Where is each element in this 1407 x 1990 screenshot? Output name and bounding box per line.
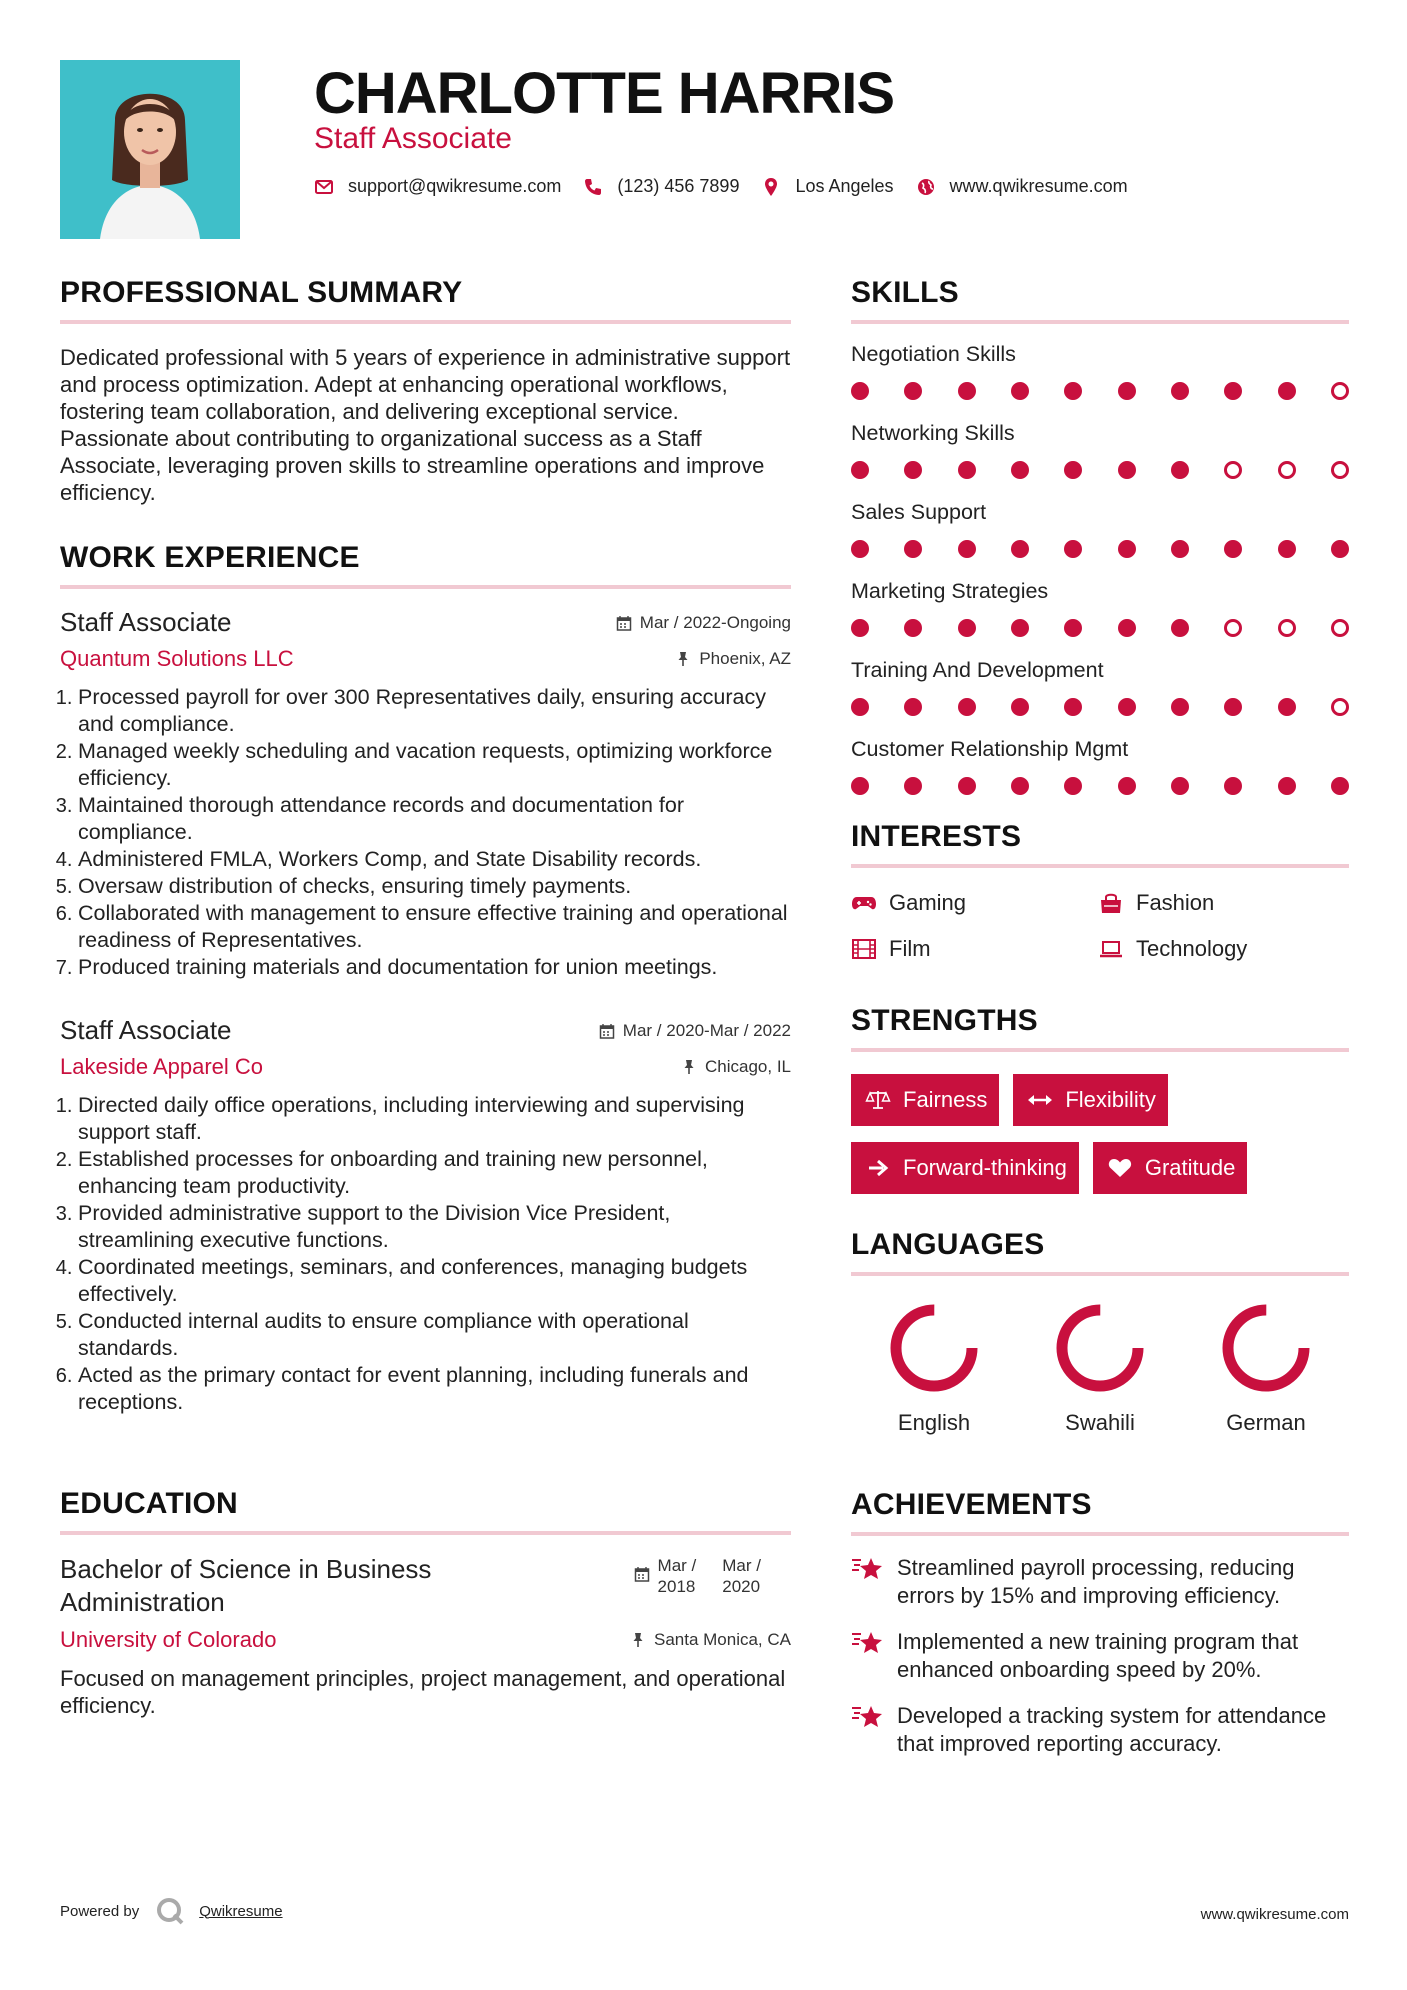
rating-dot-filled: [1011, 540, 1029, 558]
interest-technology: [1098, 936, 1345, 962]
section-divider: [851, 864, 1349, 868]
duty-item: 1. Directed daily office operations, including interviewing and supervising support staff.: [78, 1092, 791, 1146]
interests-heading: INTERESTS: [851, 820, 1022, 853]
rating-dot-filled: [904, 382, 922, 400]
rating-dot-filled: [958, 382, 976, 400]
interest-film: [851, 936, 1098, 962]
job-role: Staff Associate: [60, 607, 232, 637]
rating-dot-empty: [1224, 461, 1242, 479]
skill-name: Sales Support: [851, 500, 987, 524]
rating-dot-filled: [958, 461, 976, 479]
rating-dot-filled: [1171, 777, 1189, 795]
rating-dot-filled: [851, 382, 869, 400]
achievement-item: [851, 1554, 1349, 1610]
gamepad-icon: [851, 892, 877, 914]
contact-website[interactable]: [916, 176, 1128, 197]
rating-dot-filled: [904, 540, 922, 558]
strength-fairness: [851, 1074, 999, 1126]
strengths-heading: STRENGTHS: [851, 1004, 1038, 1037]
rating-dot-empty: [1331, 698, 1349, 716]
location-text: Los Angeles: [795, 176, 894, 196]
globe-icon: [916, 177, 936, 197]
shooting-star-icon: [851, 1702, 885, 1732]
rating-dot-filled: [1064, 777, 1082, 795]
arrow-right-icon: [865, 1157, 891, 1179]
phone-text: (123) 456 7899: [617, 176, 740, 196]
rating-dot-filled: [904, 777, 922, 795]
shooting-star-icon: [851, 1554, 885, 1584]
language-name: Swahili: [1065, 1410, 1135, 1435]
skill-item: [851, 737, 1349, 796]
rating-dot-filled: [1171, 382, 1189, 400]
rating-dot-filled: [851, 540, 869, 558]
duty-item: 7. Produced training materials and documentation for union meetings.: [78, 954, 791, 981]
rating-dot-filled: [1011, 382, 1029, 400]
qwikresume-logo-icon: [155, 1896, 185, 1926]
pushpin-icon: [681, 1059, 697, 1075]
rating-dot-filled: [1331, 777, 1349, 795]
skill-rating: [851, 381, 1349, 401]
job-location: [681, 1057, 791, 1077]
language-level-arc: [1062, 1310, 1138, 1386]
rating-dot-filled: [1011, 777, 1029, 795]
achievement-item: [851, 1702, 1349, 1758]
strength-gratitude: [1093, 1142, 1248, 1194]
rating-dot-filled: [904, 698, 922, 716]
strength-flexibility: [1013, 1074, 1167, 1126]
rating-dot-filled: [1118, 698, 1136, 716]
rating-dot-filled: [1278, 382, 1296, 400]
interest-gaming: [851, 890, 1098, 916]
language-level-arc: [896, 1310, 972, 1386]
rating-dot-filled: [1171, 540, 1189, 558]
rating-dot-filled: [1064, 698, 1082, 716]
strength-label: Flexibility: [1065, 1087, 1156, 1112]
rating-dot-filled: [1118, 777, 1136, 795]
candidate-title: Staff Associate: [314, 122, 512, 155]
phone-icon: [583, 177, 603, 197]
contact-bar: [314, 176, 1150, 197]
language-level-ring: [886, 1300, 982, 1396]
languages-section: [851, 1228, 1349, 1436]
job-location-text: Chicago, IL: [705, 1057, 791, 1076]
contact-email[interactable]: [314, 176, 561, 197]
footer-website[interactable]: www.qwikresume.com: [1200, 1906, 1349, 1923]
rating-dot-filled: [1224, 777, 1242, 795]
skills-heading: SKILLS: [851, 276, 959, 309]
section-divider: [60, 585, 791, 589]
rating-dot-filled: [1064, 382, 1082, 400]
skill-rating: [851, 539, 1349, 559]
duty-item: 3. Provided administrative support to the Division Vice President, streamlining executive functions.: [78, 1200, 791, 1254]
language-level-arc: [1228, 1310, 1304, 1386]
degree-title: [60, 1553, 431, 1619]
job-dates-text: Mar / 2020-Mar / 2022: [622, 1020, 791, 1040]
rating-dot-filled: [1118, 382, 1136, 400]
rating-dot-filled: [1171, 619, 1189, 637]
rating-dot-filled: [1278, 540, 1296, 558]
duty-item: 4. Coordinated meetings, seminars, and conferences, managing budgets effectively.: [78, 1254, 791, 1308]
contact-location: [761, 176, 893, 197]
rating-dot-filled: [958, 698, 976, 716]
skill-rating: [851, 697, 1349, 717]
achievements-section: [851, 1488, 1349, 1758]
skill-rating: [851, 618, 1349, 638]
job-location: [675, 649, 791, 669]
calendar-icon: [599, 1023, 615, 1039]
strength-label: Forward-thinking: [903, 1155, 1067, 1180]
language-item: [851, 1300, 1017, 1436]
skill-name: Training And Development: [851, 658, 1104, 682]
rating-dot-filled: [1224, 540, 1242, 558]
pushpin-icon: [630, 1632, 646, 1648]
profile-photo: [60, 60, 240, 239]
rating-dot-filled: [1064, 461, 1082, 479]
rating-dot-filled: [1011, 619, 1029, 637]
skills-section: [851, 276, 1349, 796]
rating-dot-filled: [1011, 698, 1029, 716]
job-entry: [60, 1015, 791, 1416]
skill-name: Negotiation Skills: [851, 342, 1016, 366]
skill-item: [851, 421, 1349, 480]
duty-item: 1. Processed payroll for over 300 Representatives daily, ensuring accuracy and compliance.: [78, 684, 791, 738]
job-dates: [616, 613, 791, 633]
achievement-text: Implemented a new training program that enhanced onboarding speed by 20%.: [897, 1629, 1299, 1682]
degree-line: Administration: [60, 1587, 225, 1617]
education-description: Focused on management principles, project management, and operational efficiency.: [60, 1666, 786, 1718]
school-location-text: Santa Monica, CA: [653, 1630, 791, 1649]
laptop-icon: [1098, 938, 1124, 960]
skills-list: [851, 342, 1349, 796]
rating-dot-filled: [1278, 698, 1296, 716]
rating-dot-empty: [1278, 619, 1296, 637]
powered-by-text: Powered by: [60, 1902, 140, 1920]
candidate-name: CHARLOTTE HARRIS: [314, 61, 895, 126]
duty-item: 2. Established processes for onboarding and training new personnel, enhancing team productivity.: [78, 1146, 791, 1200]
interest-label: Technology: [1136, 936, 1248, 961]
job-duties: [60, 1092, 791, 1416]
rating-dot-filled: [958, 540, 976, 558]
arrows-horizontal-icon: [1027, 1089, 1053, 1111]
rating-dot-filled: [1278, 777, 1296, 795]
rating-dot-filled: [958, 619, 976, 637]
heart-icon: [1107, 1157, 1133, 1179]
skill-name: Networking Skills: [851, 421, 1015, 445]
job-duties: [60, 684, 791, 981]
interest-label: Film: [889, 936, 931, 961]
balance-scale-icon: [865, 1089, 891, 1111]
calendar-icon: [616, 615, 632, 631]
summary-heading: PROFESSIONAL SUMMARY: [60, 276, 463, 309]
strength-label: Gratitude: [1144, 1155, 1236, 1180]
rating-dot-filled: [1331, 540, 1349, 558]
school-location: [630, 1630, 791, 1650]
duty-item: 5. Oversaw distribution of checks, ensuring timely payments.: [78, 873, 791, 900]
section-divider: [851, 1532, 1349, 1536]
achievements-heading: ACHIEVEMENTS: [851, 1488, 1092, 1521]
film-icon: [851, 938, 877, 960]
shooting-star-icon: [851, 1628, 885, 1658]
job-role: Staff Associate: [60, 1015, 232, 1045]
contact-phone[interactable]: [583, 176, 739, 197]
pushpin-icon: [675, 651, 691, 667]
rating-dot-filled: [1118, 461, 1136, 479]
language-name: German: [1226, 1410, 1306, 1435]
job-company: Quantum Solutions LLC: [60, 646, 294, 671]
achievement-item: [851, 1628, 1349, 1684]
section-divider: [60, 1531, 791, 1535]
rating-dot-filled: [1171, 461, 1189, 479]
rating-dot-filled: [1118, 540, 1136, 558]
brand-link[interactable]: Qwikresume: [199, 1902, 283, 1920]
rating-dot-filled: [1171, 698, 1189, 716]
envelope-icon: [314, 177, 334, 197]
interest-fashion: [1098, 890, 1345, 916]
interest-label: Gaming: [889, 890, 967, 915]
interests-section: [851, 820, 1349, 962]
school-name: University of Colorado: [60, 1627, 277, 1652]
email-text: support@qwikresume.com: [348, 176, 562, 196]
duty-item: 3. Maintained thorough attendance records and documentation for compliance.: [78, 792, 791, 846]
website-text: www.qwikresume.com: [949, 176, 1128, 196]
skill-item: [851, 579, 1349, 638]
summary-text: Dedicated professional with 5 years of experience in administrative support and process optimization. Adept at enhancing operational workflows, fostering team collaboration, and delivering exceptional service. Passionate about contributing to organizational success as a Staff Associate, leveraging proven skills to streamline operations and improve efficiency.: [60, 345, 791, 505]
experience-heading: WORK EXPERIENCE: [60, 541, 360, 574]
rating-dot-filled: [851, 619, 869, 637]
education-dates: [634, 1555, 791, 1597]
skill-item: [851, 658, 1349, 717]
rating-dot-filled: [1064, 540, 1082, 558]
job-dates: [599, 1021, 791, 1041]
duty-item: 2. Managed weekly scheduling and vacation requests, optimizing workforce efficiency.: [78, 738, 791, 792]
summary-section: [60, 276, 791, 506]
date-start-line: Mar /: [657, 1556, 697, 1575]
education-heading: EDUCATION: [60, 1487, 238, 1520]
language-item: [1017, 1300, 1183, 1436]
job-dates-text: Mar / 2022-Ongoing: [639, 612, 791, 632]
rating-dot-filled: [958, 777, 976, 795]
section-divider: [851, 1272, 1349, 1276]
rating-dot-filled: [1224, 698, 1242, 716]
rating-dot-filled: [904, 619, 922, 637]
strength-label: Fairness: [903, 1087, 988, 1112]
portrait-image: [60, 60, 240, 239]
rating-dot-filled: [851, 777, 869, 795]
degree-line: Bachelor of Science in Business: [60, 1554, 432, 1584]
footer-branding: [60, 1896, 283, 1926]
rating-dot-filled: [1064, 619, 1082, 637]
rating-dot-filled: [1224, 382, 1242, 400]
experience-section: [60, 541, 791, 1416]
duty-item: 6. Collaborated with management to ensure effective training and operational readiness of Representatives.: [78, 900, 791, 954]
duty-item: 4. Administered FMLA, Workers Comp, and State Disability records.: [78, 846, 791, 873]
skill-name: Marketing Strategies: [851, 579, 1049, 603]
achievement-text: Developed a tracking system for attendance that improved reporting accuracy.: [897, 1703, 1327, 1756]
education-section: [60, 1487, 791, 1719]
job-location-text: Phoenix, AZ: [699, 649, 791, 668]
rating-dot-empty: [1331, 382, 1349, 400]
date-end-line: 2020: [722, 1577, 761, 1596]
skill-name: Customer Relationship Mgmt: [851, 737, 1129, 761]
skill-rating: [851, 460, 1349, 480]
rating-dot-filled: [1011, 461, 1029, 479]
job-entry: [60, 607, 791, 981]
languages-list: [851, 1300, 1349, 1436]
rating-dot-filled: [851, 461, 869, 479]
rating-dot-empty: [1331, 461, 1349, 479]
shopping-bag-icon: [1098, 892, 1124, 914]
skill-rating: [851, 776, 1349, 796]
language-level-ring: [1052, 1300, 1148, 1396]
language-name: English: [897, 1410, 971, 1435]
rating-dot-filled: [1118, 619, 1136, 637]
language-item: [1183, 1300, 1349, 1436]
date-start-line: 2018: [657, 1577, 696, 1596]
section-divider: [851, 1048, 1349, 1052]
rating-dot-empty: [1331, 619, 1349, 637]
language-level-ring: [1218, 1300, 1314, 1396]
rating-dot-empty: [1224, 619, 1242, 637]
rating-dot-filled: [904, 461, 922, 479]
strengths-section: [851, 1004, 1349, 1210]
calendar-icon: [634, 1566, 650, 1582]
achievement-text: Streamlined payroll processing, reducing errors by 15% and improving efficiency.: [897, 1555, 1295, 1608]
rating-dot-filled: [851, 698, 869, 716]
date-end-line: Mar /: [722, 1556, 761, 1575]
map-pin-icon: [761, 177, 781, 197]
job-company: Lakeside Apparel Co: [60, 1054, 264, 1079]
section-divider: [60, 320, 791, 324]
rating-dot-empty: [1278, 461, 1296, 479]
interest-label: Fashion: [1136, 890, 1215, 915]
duty-item: 5. Conducted internal audits to ensure compliance with operational standards.: [78, 1308, 791, 1362]
skill-item: [851, 342, 1349, 401]
duty-item: 6. Acted as the primary contact for event planning, including funerals and receptions.: [78, 1362, 791, 1416]
skill-item: [851, 500, 1349, 559]
strength-forward-thinking: [851, 1142, 1079, 1194]
section-divider: [851, 320, 1349, 324]
languages-heading: LANGUAGES: [851, 1228, 1045, 1261]
